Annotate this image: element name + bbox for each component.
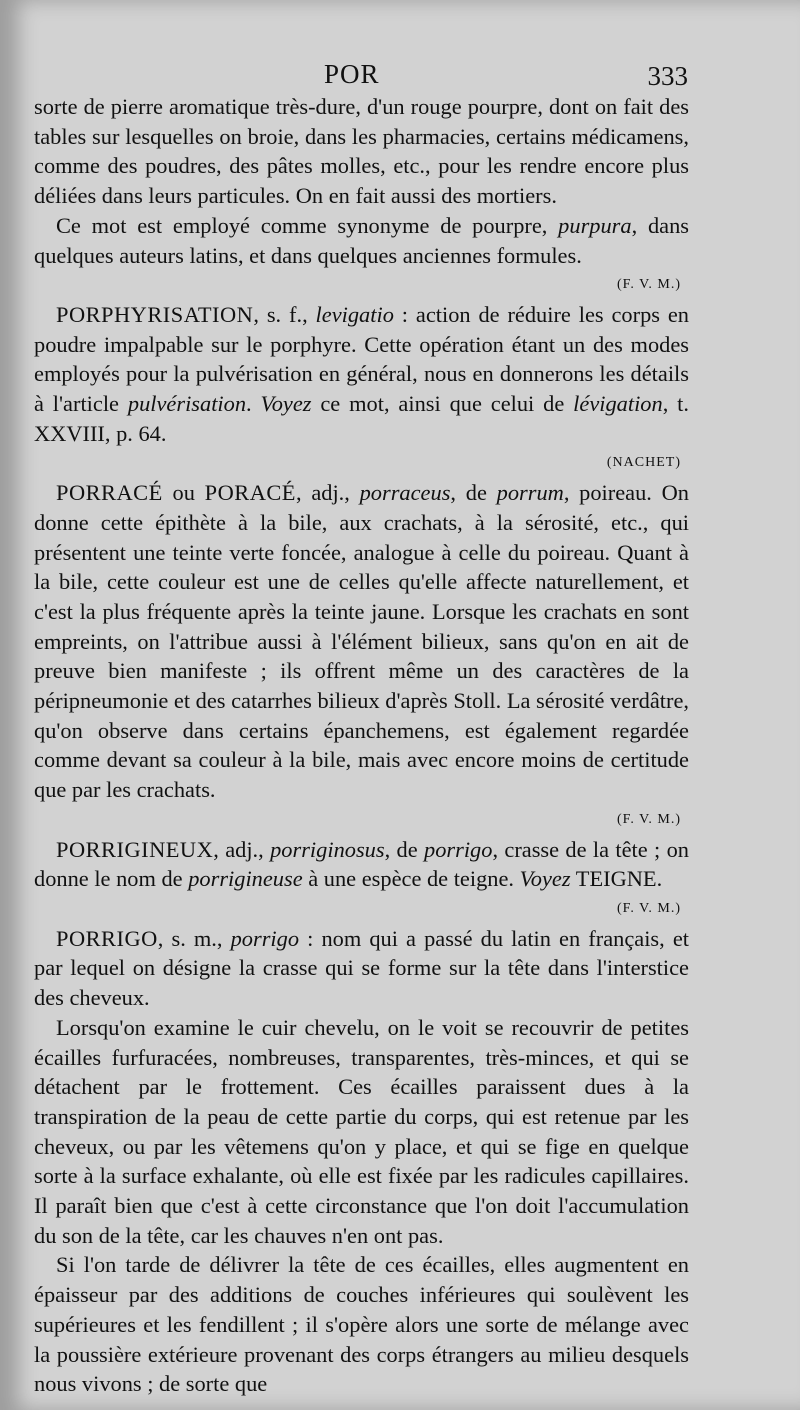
text-run: sorte de pierre aromatique très-dure, d'un rouge pourpre, dont on fait des tables sur lesquelles on broie, dans les pharmacies, certains médicamens, comme des poudres, des pâtes molles, etc., pour les rendre encore plus déliées dans leurs particules. On en fait aussi des mortiers. [34,94,689,209]
page-body [34,92,689,1399]
running-head: POR [324,59,380,89]
italic-text: porrum [496,480,564,506]
text-run: , adj., [213,836,271,862]
text-run: , t. XXVIII, p. 64. [34,391,689,446]
italic-text: pulvérisation [127,391,247,417]
dictionary-entry [34,924,689,1013]
headword: PORRIGINEUX [56,836,214,862]
text-run: , s. m., [157,925,231,951]
italic-text: lévigation [573,391,663,417]
paragraph [34,1013,689,1251]
headword: PORPHYRISATION [56,301,254,327]
text-run: , de [384,836,424,862]
page-number: 333 [647,61,688,91]
headword: PORRACÉ [56,480,163,506]
text-run: ce mot, ainsi que celui de [311,391,574,417]
italic-text: porrigineuse [188,866,303,892]
italic-text: porrigo [424,836,493,862]
italic-text: purpura [558,212,632,238]
paragraph [34,1250,689,1399]
author-signature: (F. V. M.) [617,277,681,293]
text-run: TEIGNE. [570,866,663,892]
text-run: ou [162,480,205,506]
paragraph [34,211,689,270]
author-signature: (NACHET) [606,455,681,471]
text-run: , poireau. On donne cette épithète à la bile, aux crachats, à la sérosité, etc., qui présentent une teinte verte foncée, analogue à celle du poireau. Quant à la bile, cette couleur est une de celles qu'elle affecte naturellement, et c'est la plus fréquente après la teinte jaune. Lorsque les crachats en sont empreints, on l'attribue aussi à l'élément bilieux, sans qu'on en ait de preuve bien manifeste ; ils offrent même un des caractères de la péripneumonie et des catarrhes bilieux d'après Stoll. La sérosité verdâtre, qu'on observe dans certains épanchemens, est également regardée comme devant sa couleur à la bile, mais avec encore moins de certitude que par les crachats. [34,480,689,803]
dictionary-entry [34,300,689,449]
text-run: , crasse de la tête ; on donne le nom de [34,836,690,892]
italic-text: Voyez [519,866,571,892]
author-signature: (F. V. M.) [617,900,681,916]
italic-text: Voyez [260,391,312,417]
italic-text: porraceus [359,480,451,506]
dictionary-entry [34,478,689,805]
author-signature: (F. V. M.) [617,811,681,827]
text-run: Ce mot est employé comme synonyme de pourpre, [56,212,559,238]
text-run: , adj., [295,480,360,506]
text-run: , dans quelques auteurs latins, et dans quelques anciennes formules. [34,212,689,268]
headword: PORACÉ [204,480,296,506]
text-run: . [246,391,261,417]
dictionary-entry [34,835,689,894]
text-run: à une espèce de teigne. [302,866,520,892]
text-run: , s. f., [253,301,316,327]
italic-text: porrigo [230,925,300,951]
text-run: : action de réduire les corps en poudre impalpable sur le porphyre. Cette opération étant un des modes employés pour la pulvérisation en général, nous en donnerons les détails à l'article [34,301,689,417]
text-run: : nom qui a passé du latin en français, et par lequel on désigne la crasse qui se forme sur la tête dans l'interstice des cheveux. [34,925,689,1011]
page-header [0,55,800,95]
italic-text: levigatio [315,301,394,327]
text-run: Si l'on tarde de délivrer la tête de ces écailles, elles augmentent en épaisseur par des additions de couches inférieures qui soulèvent les supérieures et les fendillent ; il s'opère alors une sorte de mélange avec la poussière extérieure provenant des corps étrangers au milieu desquels nous vivons ; de sorte que [34,1252,689,1397]
text-run: Lorsqu'on examine le cuir chevelu, on le voit se recouvrir de petites écailles furfuracées, nombreuses, transparentes, très-minces, et qui se détachent par le frottement. Ces écailles paraissent dues à la transpiration de la peau de cette partie du corps, qui est retenue par les cheveux, ou par les vêtemens qu'on y place, et qui se fige en quelque sorte à la surface exhalante, où elle est fixée par les radicules capillaires. Il paraît bien que c'est à cette circonstance que l'on doit l'accumulation du son de la tête, car les chauves n'en ont pas. [34,1014,689,1248]
text-run: , de [450,480,497,506]
headword: PORRIGO [56,925,158,951]
italic-text: porriginosus [270,836,385,862]
paragraph [34,92,689,211]
